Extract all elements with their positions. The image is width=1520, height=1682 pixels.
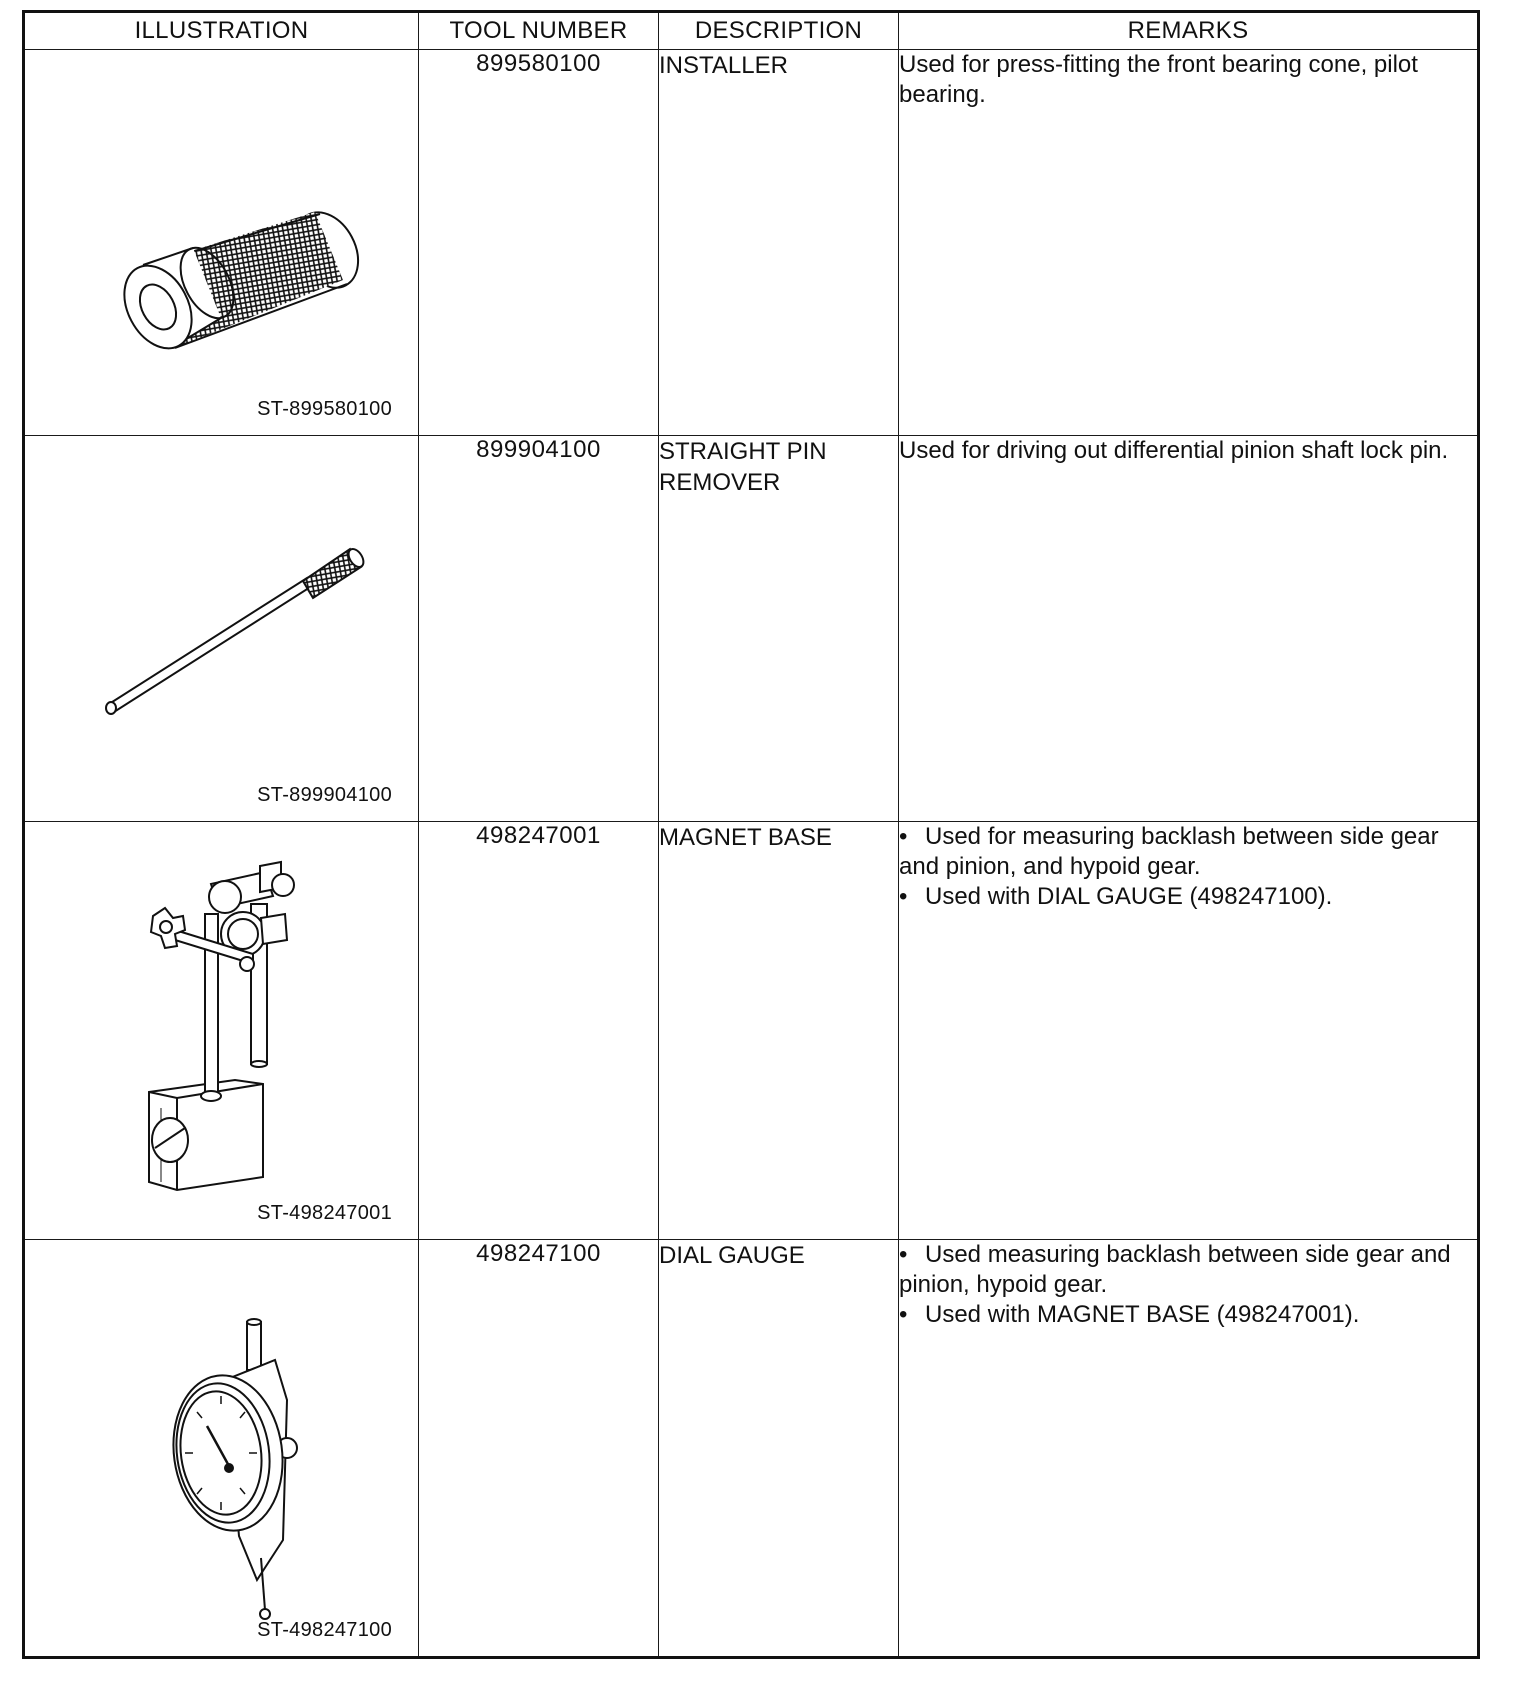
table-row	[24, 436, 1479, 822]
tool-remarks	[899, 822, 1479, 1240]
tool-number: 498247001	[419, 822, 659, 1240]
illustration-cell	[24, 1240, 419, 1658]
tool-description: STRAIGHT PIN REMOVER	[659, 436, 899, 822]
remark-item: • Used measuring backlash between side gear and pinion, hypoid gear.	[899, 1241, 1451, 1298]
remark-text: Used for driving out differential pinion shaft lock pin.	[899, 437, 1449, 464]
header-remarks: REMARKS	[899, 12, 1479, 50]
remark-item: • Used with DIAL GAUGE (498247100).	[899, 883, 1333, 910]
remark-item: • Used for measuring backlash between side gear and pinion, and hypoid gear.	[899, 823, 1439, 880]
illustration-caption: ST-498247001	[257, 1202, 392, 1224]
dial-gauge-icon	[25, 1240, 420, 1658]
tool-number: 899904100	[419, 436, 659, 822]
tool-description: MAGNET BASE	[659, 822, 899, 1240]
tool-remarks	[899, 1240, 1479, 1658]
installer-icon	[25, 50, 420, 436]
illustration-caption: ST-498247100	[257, 1619, 392, 1641]
illustration-cell	[24, 436, 419, 822]
special-tools-table	[22, 10, 1480, 1659]
remark-item: • Used with MAGNET BASE (498247001).	[899, 1301, 1360, 1328]
illustration-caption: ST-899580100	[257, 398, 392, 420]
illustration-cell	[24, 50, 419, 436]
tool-description: INSTALLER	[659, 50, 899, 436]
pin-remover-icon	[25, 436, 420, 822]
table-row	[24, 1240, 1479, 1658]
header-tool-number: TOOL NUMBER	[419, 12, 659, 50]
illustration-cell	[24, 822, 419, 1240]
tool-remarks	[899, 436, 1479, 822]
tool-description: DIAL GAUGE	[659, 1240, 899, 1658]
tool-number: 498247100	[419, 1240, 659, 1658]
table-row	[24, 50, 1479, 436]
remark-text: Used for press-fitting the front bearing cone, pilot bearing.	[899, 51, 1418, 108]
tool-remarks	[899, 50, 1479, 436]
table-row	[24, 822, 1479, 1240]
tool-number: 899580100	[419, 50, 659, 436]
illustration-caption: ST-899904100	[257, 784, 392, 806]
header-description: DESCRIPTION	[659, 12, 899, 50]
header-row	[24, 12, 1479, 50]
magnet-base-icon	[25, 822, 420, 1240]
header-illustration: ILLUSTRATION	[24, 12, 419, 50]
